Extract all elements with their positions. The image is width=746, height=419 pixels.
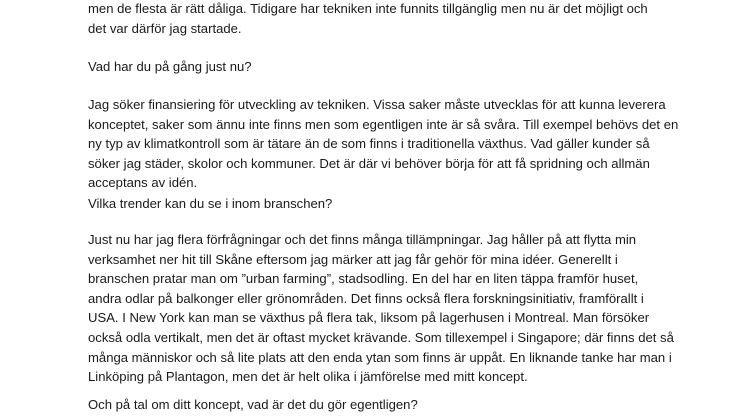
question-industry-trends xyxy=(88,194,332,214)
text-line: branschen pratar man om ”urban farming”, stadsodling. En del har en liten täppa framför huset, xyxy=(88,271,639,287)
text-line: Och på tal om ditt koncept, vad är det du gör egentligen? xyxy=(88,397,418,412)
text-line: det var därför jag startade. xyxy=(88,20,242,36)
text-line: Vad har du på gång just nu? xyxy=(88,59,252,74)
text-line: söker jag städer, skolor och kommuner. Det är där vi behöver börja för att få spridning och allmän xyxy=(88,155,650,171)
text-line: Linköping på Plantagon, men det är helt olika i jämförelse med mitt koncept. xyxy=(88,369,528,385)
question-concept xyxy=(88,395,418,415)
text-line: men de flesta är rätt dåliga. Tidigare har tekniken inte funnits tillgänglig men nu är det möjligt och xyxy=(88,1,648,16)
text-line: ny typ av klimatkontroll som är tätare än de som finns i traditionella växthus. Vad gäller kunder så xyxy=(88,136,650,152)
text-line: verksamhet ner hit till Skåne eftersom jag märker att jag får gehör för mina idéer. Generellt i xyxy=(88,251,618,267)
text-line: också odla vertikalt, men det är oftast mycket krävande. Som tillexempel i Singapore; där finns det så xyxy=(88,329,674,345)
text-line: konceptet, saker som ännu inte finns men som egentligen inte är så svåra. Till exempel behövs det en xyxy=(88,116,679,132)
text-line: Just nu har jag flera förfrågningar och det finns många tillämpningar. Jag håller på att flytta min xyxy=(88,232,637,247)
text-line: andra odlar på balkonger eller grönområden. Det finns också flera forskningsinitiativ, framförallt i xyxy=(88,290,644,306)
answer-current-activity xyxy=(88,95,678,193)
text-line: många människor och så lite plats att den enda ytan som finns är uppåt. En liknande tanke har man i xyxy=(88,349,672,365)
question-current-activity xyxy=(88,57,252,77)
text-line: acceptans av idén. xyxy=(88,175,198,191)
text-line: Jag söker finansiering för utveckling av tekniken. Vissa saker måste utvecklas för att kunna leverera xyxy=(88,97,666,112)
paragraph-intro-continuation xyxy=(88,0,648,38)
answer-industry-trends xyxy=(88,230,674,387)
text-line: USA. I New York kan man se växthus på flera tak, liksom på lagerhusen i Montreal. Man försöker xyxy=(88,310,650,326)
text-line: Vilka trender kan du se i inom branschen? xyxy=(88,196,333,211)
